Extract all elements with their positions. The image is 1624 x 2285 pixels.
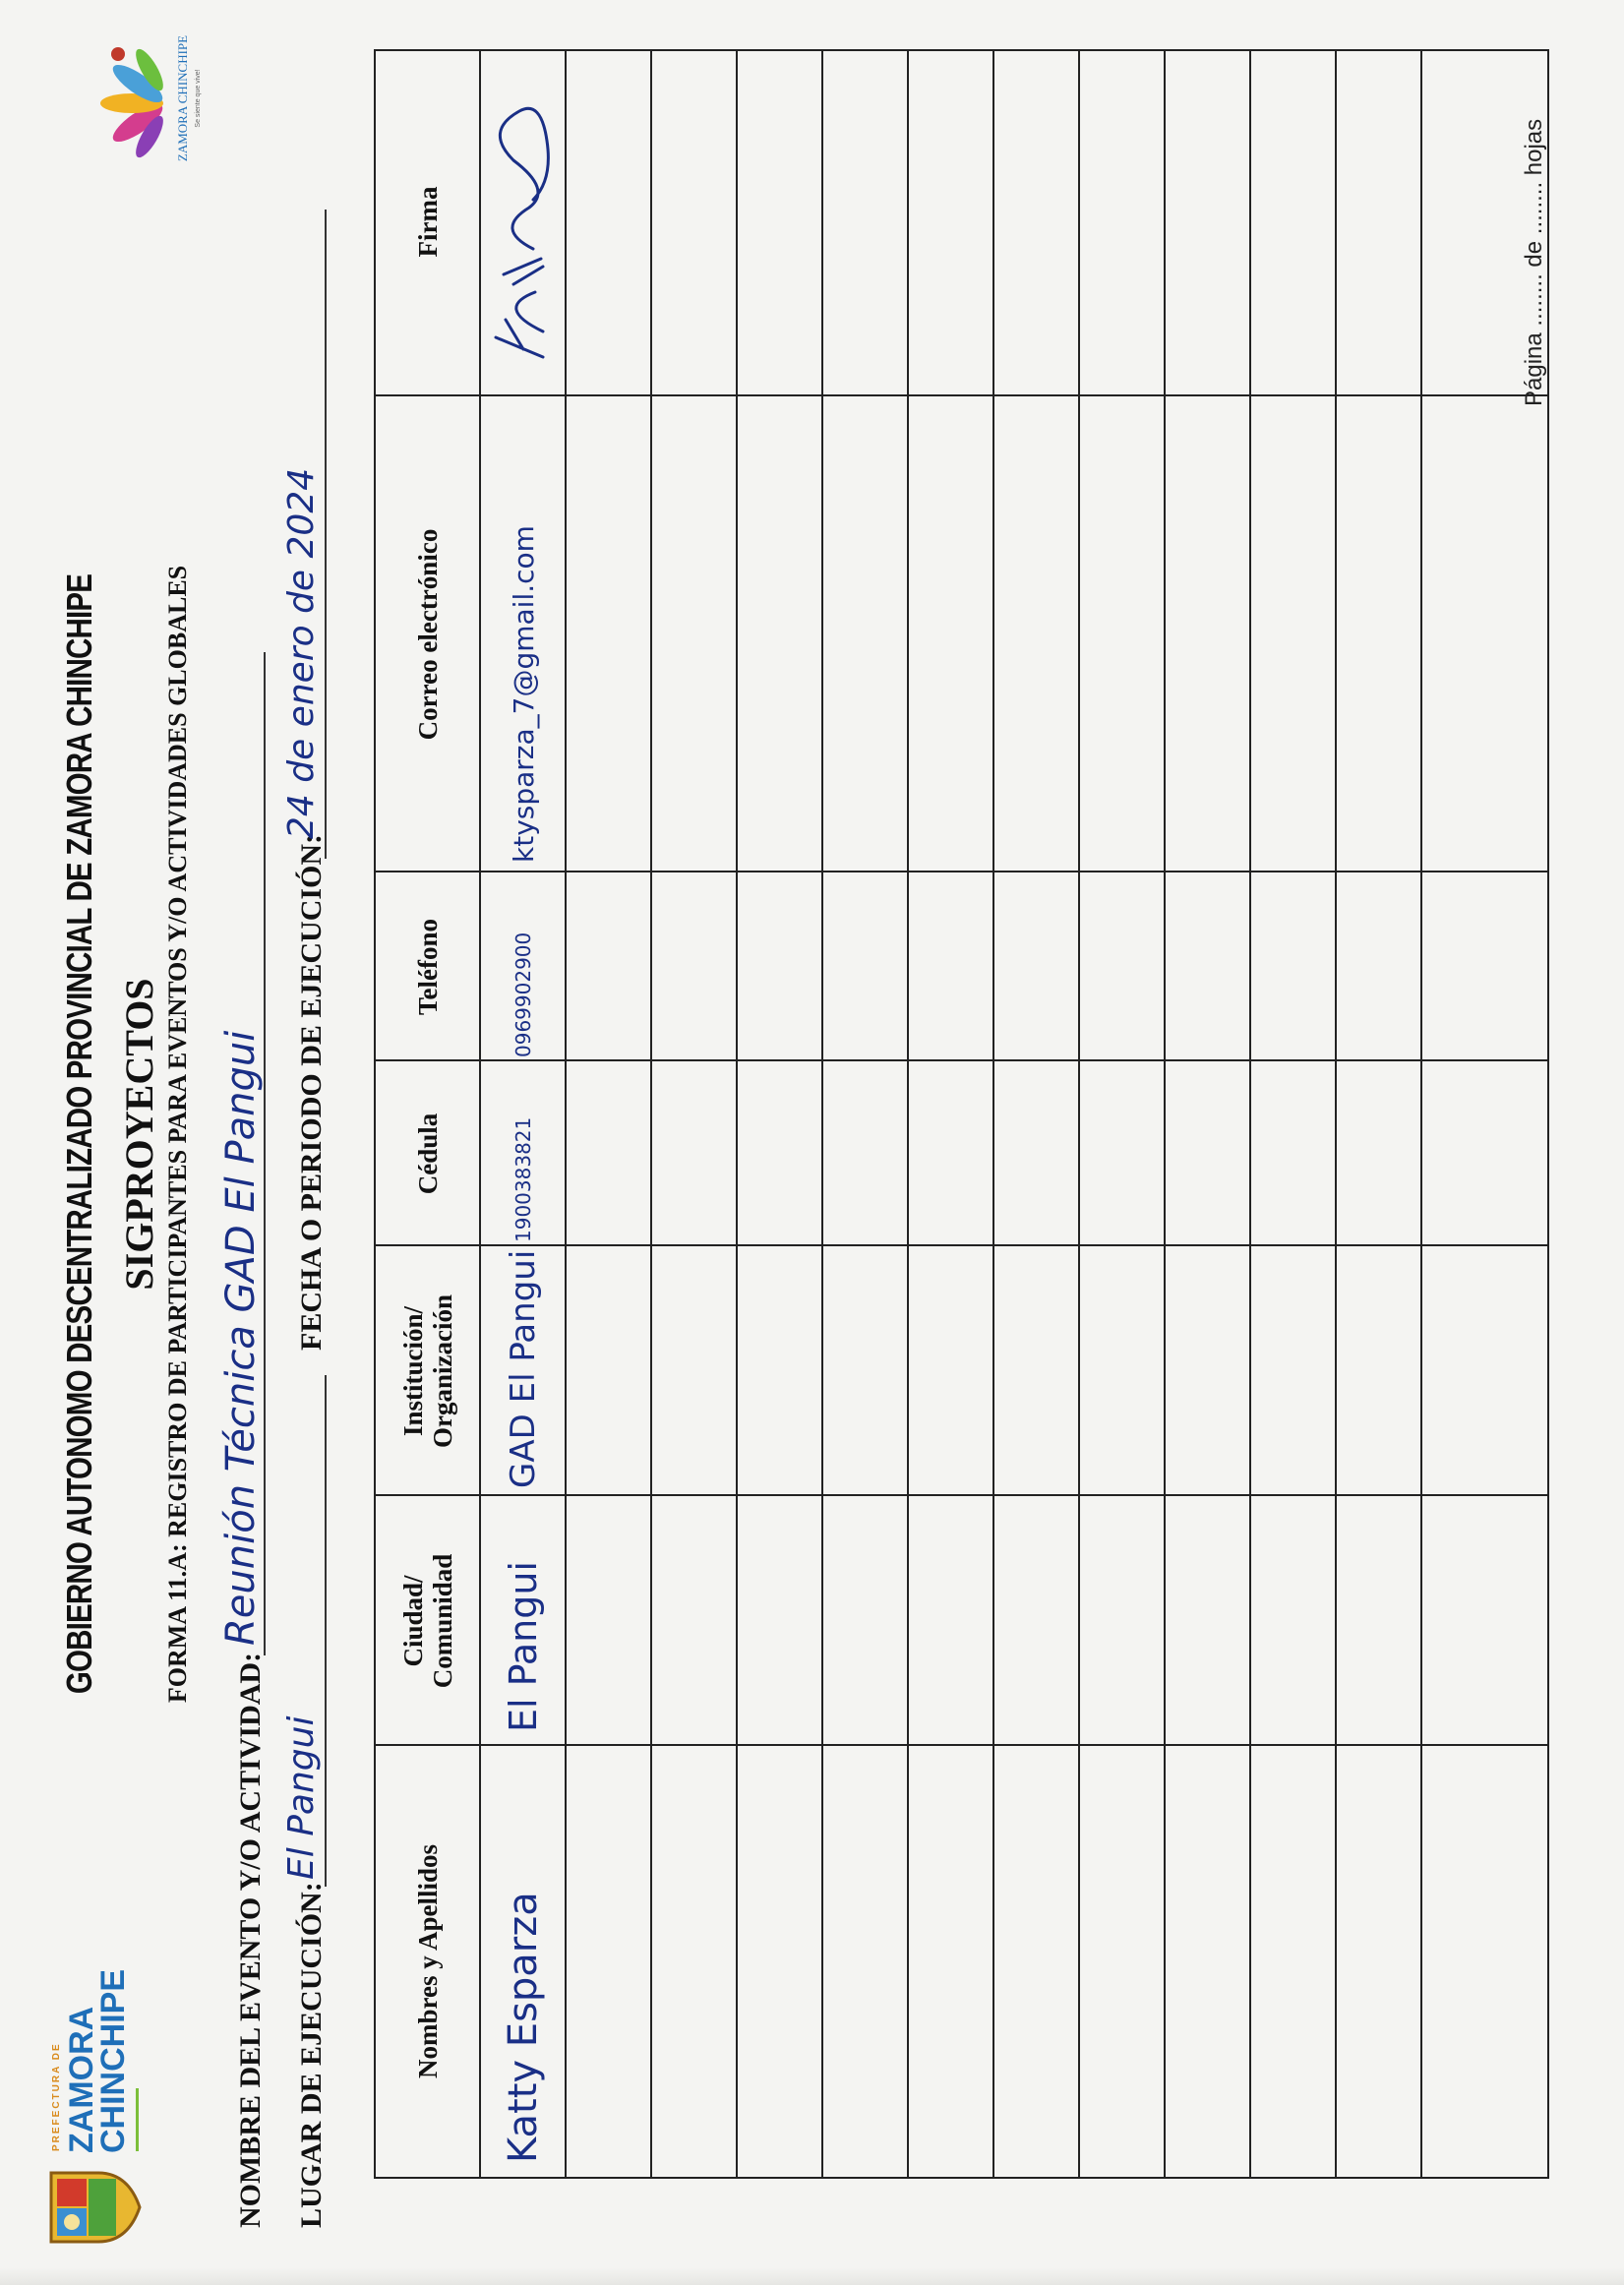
form-title: FORMA 11.A: REGISTRO DE PARTICIPANTES PARA EVENTOS Y/O ACTIVIDADES GLOBALES: [163, 565, 192, 1704]
column-divider: [376, 394, 1547, 396]
participant-cedula: 1900383821: [511, 1116, 535, 1242]
event-name-label: NOMBRE DEL EVENTO Y/O ACTIVIDAD:: [234, 1652, 267, 2228]
row-divider: [1420, 51, 1422, 2177]
row-divider: [1164, 51, 1166, 2177]
row-divider: [479, 51, 481, 2177]
prefectura-logo: [30, 1968, 157, 2246]
column-divider: [376, 871, 1547, 872]
event-name-value: Reunión Técnica GAD El Pangui: [218, 1030, 264, 1646]
date-label: FECHA O PERIODO DE EJECUCIÓN:: [295, 833, 328, 1351]
participant-city: El Pangui: [502, 1561, 545, 1732]
participant-phone: 0969902900: [511, 932, 535, 1057]
zamora-logo-text: ZAMORA CHINCHIPE: [175, 34, 190, 162]
flower-icon: [98, 23, 175, 180]
place-value: El Pangui: [281, 1715, 322, 1880]
column-header-email: Correo electrónico: [412, 528, 443, 741]
date-value: 24 de enero de 2024: [281, 467, 322, 839]
page-count-footer: Página ........ de ........ hojas: [1521, 118, 1547, 406]
column-header-cedula: Cédula: [412, 1112, 443, 1195]
column-header-city: Ciudad/ Comunidad: [397, 1553, 457, 1689]
signature-scribble: [484, 82, 563, 377]
column-header-organization: Institución/ Organización: [397, 1294, 457, 1448]
place-label: LUGAR DE EJECUCIÓN:: [295, 1882, 328, 2228]
zamora-logo-slogan: Se siente que vive!: [195, 69, 202, 128]
row-divider: [907, 51, 909, 2177]
column-header-signature: Firma: [412, 186, 443, 258]
document-subtitle: SIGPROYECTOS: [117, 978, 161, 1291]
row-divider: [650, 51, 652, 2177]
column-divider: [376, 1244, 1547, 1246]
row-divider: [992, 51, 994, 2177]
row-divider: [1078, 51, 1080, 2177]
prefectura-name-line2: CHINCHIPE: [94, 1968, 132, 2153]
document-title: GOBIERNO AUTONOMO DESCENTRALIZADO PROVINCIAL DE ZAMORA CHINCHIPE: [59, 573, 99, 1695]
participants-table: [374, 49, 1549, 2179]
prefectura-small-text: PREFECTURA DE: [51, 2042, 62, 2151]
participant-name: Katty Esparza: [501, 1892, 546, 2163]
row-divider: [1335, 51, 1337, 2177]
row-divider: [565, 51, 567, 2177]
participant-organization: GAD El Pangui: [504, 1249, 543, 1488]
coat-of-arms-icon: [43, 2169, 142, 2246]
participant-email: ktysparza_7@gmail.com: [507, 525, 540, 863]
scan-edge-shadow: [0, 2267, 1624, 2285]
column-divider: [376, 1059, 1547, 1061]
prefectura-underline: [136, 2088, 139, 2151]
event-name-underline: [264, 652, 266, 1655]
row-divider: [821, 51, 823, 2177]
prefectura-name-line1: ZAMORA: [63, 2006, 100, 2153]
column-divider: [376, 1744, 1547, 1746]
zamora-chinchipe-logo: [98, 23, 226, 180]
column-divider: [376, 1494, 1547, 1496]
column-header-phone: Teléfono: [412, 919, 443, 1016]
row-divider: [1249, 51, 1251, 2177]
date-underline: [325, 210, 327, 859]
participant-signature: [482, 62, 565, 377]
place-underline: [325, 1375, 327, 1887]
row-divider: [736, 51, 738, 2177]
column-header-names: Nombres y Apellidos: [412, 1843, 443, 2079]
